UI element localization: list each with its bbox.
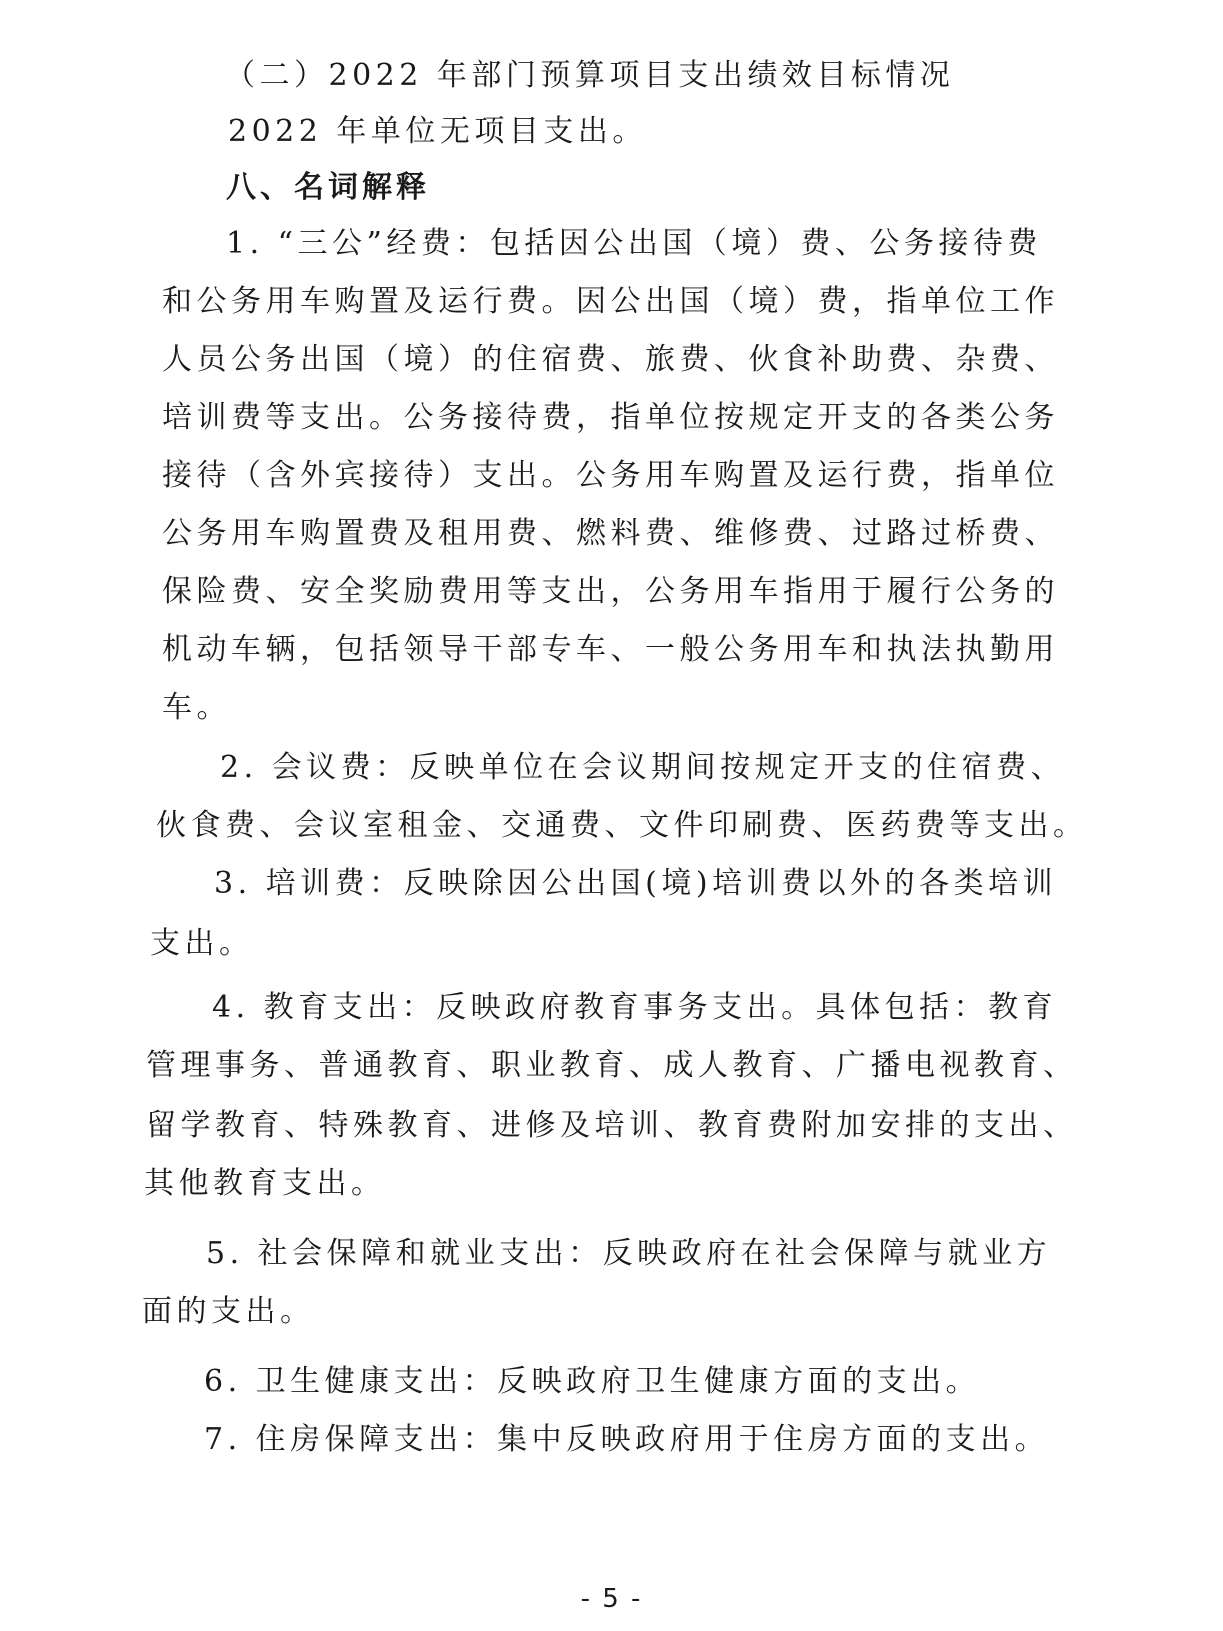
glossary-item-2-line-1: 2. 会议费：反映单位在会议期间按规定开支的住宿费、 [220, 750, 1066, 785]
glossary-item-1-line-5: 接待（含外宾接待）支出。公务用车购置及运行费，指单位 [162, 458, 1059, 493]
glossary-item-4-line-2: 管理事务、普通教育、职业教育、成人教育、广播电视教育、 [146, 1048, 1078, 1083]
glossary-item-5-line-2: 面的支出。 [142, 1294, 315, 1329]
glossary-item-4-line-3: 留学教育、特殊教育、进修及培训、教育费附加安排的支出、 [146, 1108, 1078, 1143]
glossary-item-6: 6. 卫生健康支出：反映政府卫生健康方面的支出。 [204, 1364, 981, 1399]
glossary-item-1-line-9: 车。 [162, 690, 231, 725]
glossary-item-7: 7. 住房保障支出：集中反映政府用于住房方面的支出。 [204, 1422, 1050, 1457]
glossary-item-4-line-4: 其他教育支出。 [144, 1166, 386, 1201]
glossary-item-1-line-6: 公务用车购置费及租用费、燃料费、维修费、过路过桥费、 [162, 516, 1059, 551]
glossary-item-5-line-1: 5. 社会保障和就业支出：反映政府在社会保障与就业方 [206, 1236, 1052, 1271]
glossary-item-1-line-2: 和公务用车购置及运行费。因公出国（境）费，指单位工作 [162, 284, 1059, 319]
subheading-performance-goals: （二）2022 年部门预算项目支出绩效目标情况 [225, 58, 955, 93]
glossary-item-3-line-2: 支出。 [150, 926, 254, 961]
glossary-item-1-line-7: 保险费、安全奖励费用等支出，公务用车指用于履行公务的 [162, 574, 1059, 609]
glossary-item-1-line-8: 机动车辆，包括领导干部专车、一般公务用车和执法执勤用 [162, 632, 1059, 667]
glossary-item-4-line-1: 4. 教育支出：反映政府教育事务支出。具体包括：教育 [212, 990, 1058, 1025]
paragraph-no-project-spending: 2022 年单位无项目支出。 [228, 114, 647, 149]
glossary-item-2-line-2: 伙食费、会议室租金、交通费、文件印刷费、医药费等支出。 [156, 808, 1088, 843]
glossary-item-3-line-1: 3. 培训费：反映除因公出国(境)培训费以外的各类培训 [214, 866, 1058, 901]
glossary-item-1-line-3: 人员公务出国（境）的住宿费、旅费、伙食补助费、杂费、 [162, 342, 1059, 377]
glossary-item-1-line-4: 培训费等支出。公务接待费，指单位按规定开支的各类公务 [162, 400, 1059, 435]
section-heading-glossary: 八、名词解释 [226, 170, 430, 205]
glossary-item-1-line-1: 1. “三公”经费：包括因公出国（境）费、公务接待费 [226, 226, 1042, 261]
page-number: - 5 - [580, 1584, 643, 1614]
